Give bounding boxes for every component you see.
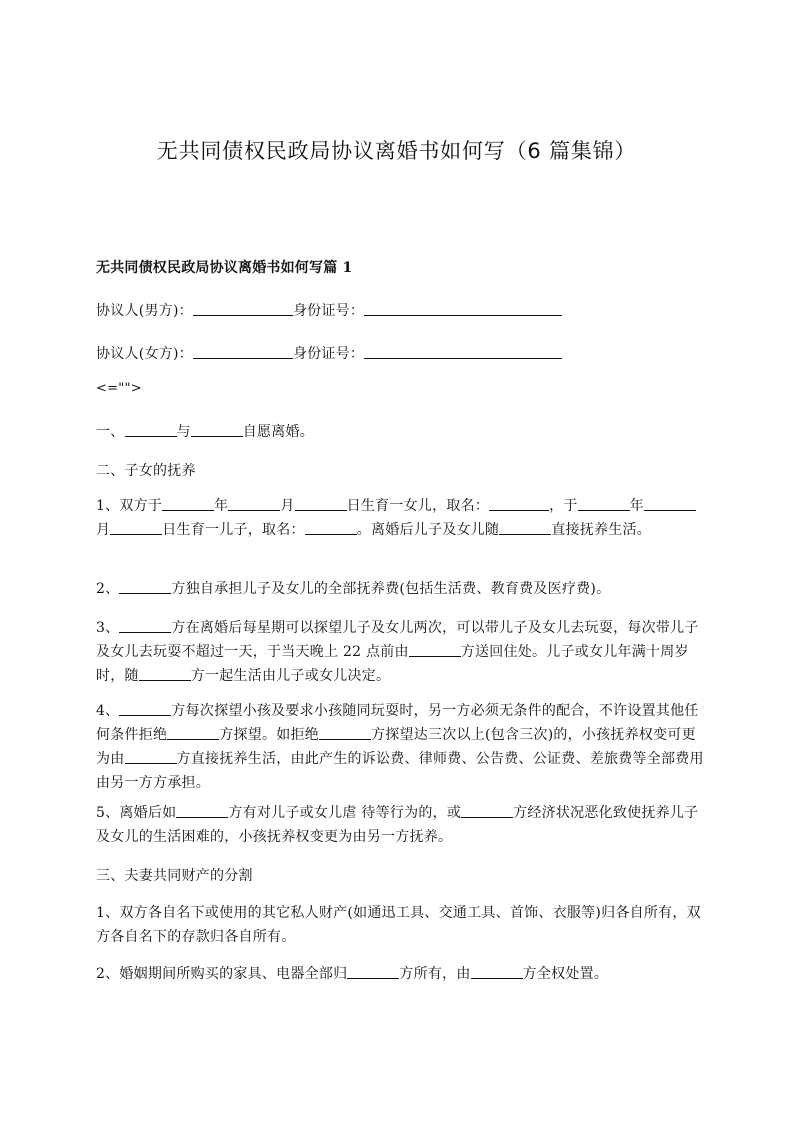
year-blank-2: [578, 496, 630, 511]
cooperation-text-d: 方直接抚养生活，由此产生的诉讼费、律师费、公告费、公证费、差旅费等全部费用由另一方方承担。: [96, 751, 704, 791]
property-handler-blank: [471, 964, 523, 979]
code-artifact: <="">: [96, 381, 142, 396]
month-blank-1: [228, 496, 280, 511]
child-custody-heading: 二、子女的抚养: [96, 463, 196, 479]
custody-change-paragraph: [96, 801, 708, 849]
property-suffix: 方全权处置。: [522, 966, 609, 982]
refuse-party-blank-2: [319, 725, 371, 740]
new-custody-blank: [125, 749, 177, 764]
support-prefix: 2、: [96, 581, 120, 597]
support-suffix: 方独自承担儿子及女儿的全部抚养费(包括生活费、教育费及医疗费)。: [171, 581, 611, 597]
abuse-party-blank: [176, 803, 228, 818]
visitation-paragraph: [96, 616, 708, 688]
section-title: 无共同债权民政局协议离婚书如何写篇 1: [96, 260, 353, 276]
cooperation-text-c: 方探望达三次以上(包含三次)的，小孩抚养权变可更为由: [96, 727, 696, 767]
son-label: 日生育一儿子，取名：: [162, 522, 305, 538]
marital-property-line: [96, 962, 608, 986]
divorce-agreement-line: [96, 420, 314, 444]
male-id-label: 身份证号：: [292, 303, 365, 319]
son-name-blank: [305, 520, 357, 535]
female-id-label: 身份证号：: [292, 346, 365, 362]
property-division-heading: 三、夫妻共同财产的分割: [96, 868, 253, 884]
custody-change-prefix: 5、离婚后如: [96, 805, 177, 821]
property-mid: 方所有，由: [399, 966, 471, 982]
daughter-name-blank: [489, 496, 549, 511]
refuse-party-blank-1: [167, 725, 219, 740]
cooperation-party-blank: [119, 701, 171, 716]
visitation-prefix: 3、: [96, 620, 120, 636]
custody-blank: [499, 520, 551, 535]
custody-change-text-b: 方经济状况恶化致使抚养儿子及女儿的生活困难的，小孩抚养权变更为由另一方抚养。: [96, 805, 699, 845]
month-blank-2: [644, 496, 696, 511]
custody-suffix: 直接抚养生活。: [551, 522, 651, 538]
property-owner-blank: [347, 964, 399, 979]
support-cost-line: [96, 577, 610, 601]
visitation-text-b: 方送回住处。儿子或女儿年满十周岁时，随: [96, 644, 689, 684]
divorce-mid: 与: [176, 424, 191, 440]
custody-change-text-a: 方有对儿子或女儿虐 待等行为的，或: [228, 805, 462, 821]
daughter-label: 日生育一女儿，取名：: [346, 498, 490, 514]
children-birth-paragraph: [96, 494, 708, 542]
private-property-paragraph: 1、双方各自名下或使用的其它私人财产(如通迅工具、交通工具、首饰、衣服等)归各自所有，双方各自名下的存款归各自所有。: [96, 905, 701, 945]
female-party-line: [96, 342, 562, 366]
divorce-prefix: 一、: [96, 424, 125, 440]
cooperation-text-a: 方每次探望小孩及要求小孩随同玩耍时，另一方必须无条件的配合，不许设置其他任何条件拒绝: [96, 703, 699, 743]
custody-label: 。离婚后儿子及女儿随: [356, 522, 500, 538]
year-label-2: 年: [629, 498, 644, 514]
party-one-blank: [125, 422, 177, 437]
female-id-blank: [364, 344, 562, 359]
cooperation-prefix: 4、: [96, 703, 120, 719]
month-label-2: 月: [96, 522, 111, 538]
living-party-blank: [139, 666, 191, 681]
second-date-label: ，于: [549, 498, 578, 514]
birth-prefix: 1、双方于: [96, 498, 163, 514]
return-party-blank: [409, 642, 461, 657]
support-party-blank: [119, 579, 171, 594]
male-party-label: 协议人(男方)：: [96, 303, 193, 319]
party-two-blank: [191, 422, 243, 437]
divorce-suffix: 自愿离婚。: [242, 424, 314, 440]
visitation-text-c: 方一起生活由儿子或女儿决定。: [190, 668, 391, 684]
economic-party-blank: [461, 803, 513, 818]
day-blank-2: [110, 520, 162, 535]
day-blank-1: [295, 496, 347, 511]
male-party-line: [96, 299, 562, 323]
month-label-1: 月: [280, 498, 295, 514]
visitation-text-a: 方在离婚后每星期可以探望儿子及女儿两次，可以带儿子及女儿去玩耍，每次带儿子及女儿去玩耍不超过一天，于当天晚上 22 点前由: [96, 620, 699, 660]
year-label-1: 年: [214, 498, 229, 514]
year-blank-1: [162, 496, 214, 511]
visiting-party-blank: [119, 618, 171, 633]
female-name-blank: [193, 344, 293, 359]
document-title: 无共同债权民政局协议离婚书如何写（6 篇集锦）: [156, 139, 637, 163]
male-id-blank: [364, 301, 562, 316]
visitation-cooperation-paragraph: [96, 699, 708, 795]
property-prefix: 2、婚姻期间所购买的家具、电器全部归: [96, 966, 348, 982]
cooperation-text-b: 方探望。如拒绝: [219, 727, 319, 743]
female-party-label: 协议人(女方)：: [96, 346, 193, 362]
male-name-blank: [193, 301, 293, 316]
